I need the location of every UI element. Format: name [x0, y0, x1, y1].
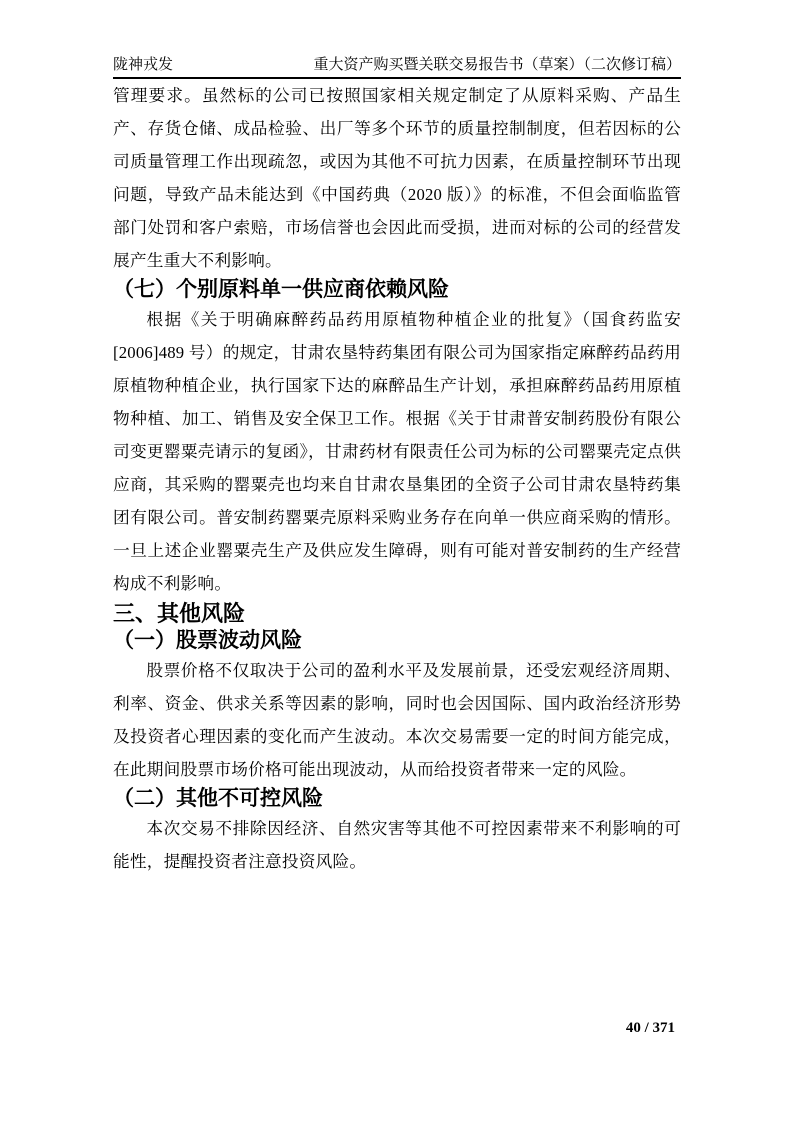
header-doc-short-name: 陇神戎发	[113, 57, 174, 73]
section-heading-3-2-other-uncontrollable-risk: （二）其他不可控风险	[113, 787, 323, 810]
section-heading-3-1-stock-volatility-risk: （一）股票波动风险	[113, 629, 302, 652]
page-header	[113, 54, 681, 79]
section-heading-7-single-supplier-risk: （七）个别原料单一供应商依赖风险	[113, 278, 449, 301]
section-3-2-paragraph: 本次交易不排除因经济、自然灾害等其他不可控因素带来不利影响的可能性，提醒投资者注意投资风险。	[113, 819, 681, 871]
page-number: 40 / 371	[625, 1020, 675, 1036]
section-heading-3-other-risks: 三、其他风险	[113, 601, 246, 626]
section-3-1-paragraph: 股票价格不仅取决于公司的盈利水平及发展前景，还受宏观经济周期、利率、资金、供求关系等因素的影响，同时也会因国际、国内政治经济形势及投资者心理因素的变化而产生波动。本次交易需要一定的时间方能完成，在此期间股票市场价格可能出现波动，从而给投资者带来一定的风险。	[113, 661, 681, 779]
continuation-paragraph: 管理要求。虽然标的公司已按照国家相关规定制定了从原料采购、产品生产、存货仓储、成品检验、出厂等多个环节的质量控制制度，但若因标的公司质量管理工作出现疏忽，或因为其他不可抗力因素，在质量控制环节出现问题，导致产品未能达到《中国药典（2020 版）》的标准，不但会面临监管部门处罚和客户索赔，市场信誉也会因此而受损，进而对标的公司的经营发展产生重大不利影响。	[113, 86, 681, 270]
section-7-paragraph: 根据《关于明确麻醉药品药用原植物种植企业的批复》（国食药监安[2006]489 号）的规定，甘肃农垦特药集团有限公司为国家指定麻醉药品药用原植物种植企业，执行国家下达的麻醉品生产计划，承担麻醉药品药用原植物种植、加工、销售及安全保卫工作。根据《关于甘肃普安制药股份有限公司变更罂粟壳请示的复函》，甘肃药材有限责任公司为标的公司罂粟壳定点供应商，其采购的罂粟壳也均来自甘肃农垦集团的全资子公司甘肃农垦特药集团有限公司。普安制药罂粟壳原料采购业务存在向单一供应商采购的情形。一旦上述企业罂粟壳生产及供应发生障碍，则有可能对普安制药的生产经营构成不利影响。	[113, 310, 681, 593]
header-doc-full-title: 重大资产购买暨关联交易报告书（草案）（二次修订稿）	[313, 57, 681, 73]
